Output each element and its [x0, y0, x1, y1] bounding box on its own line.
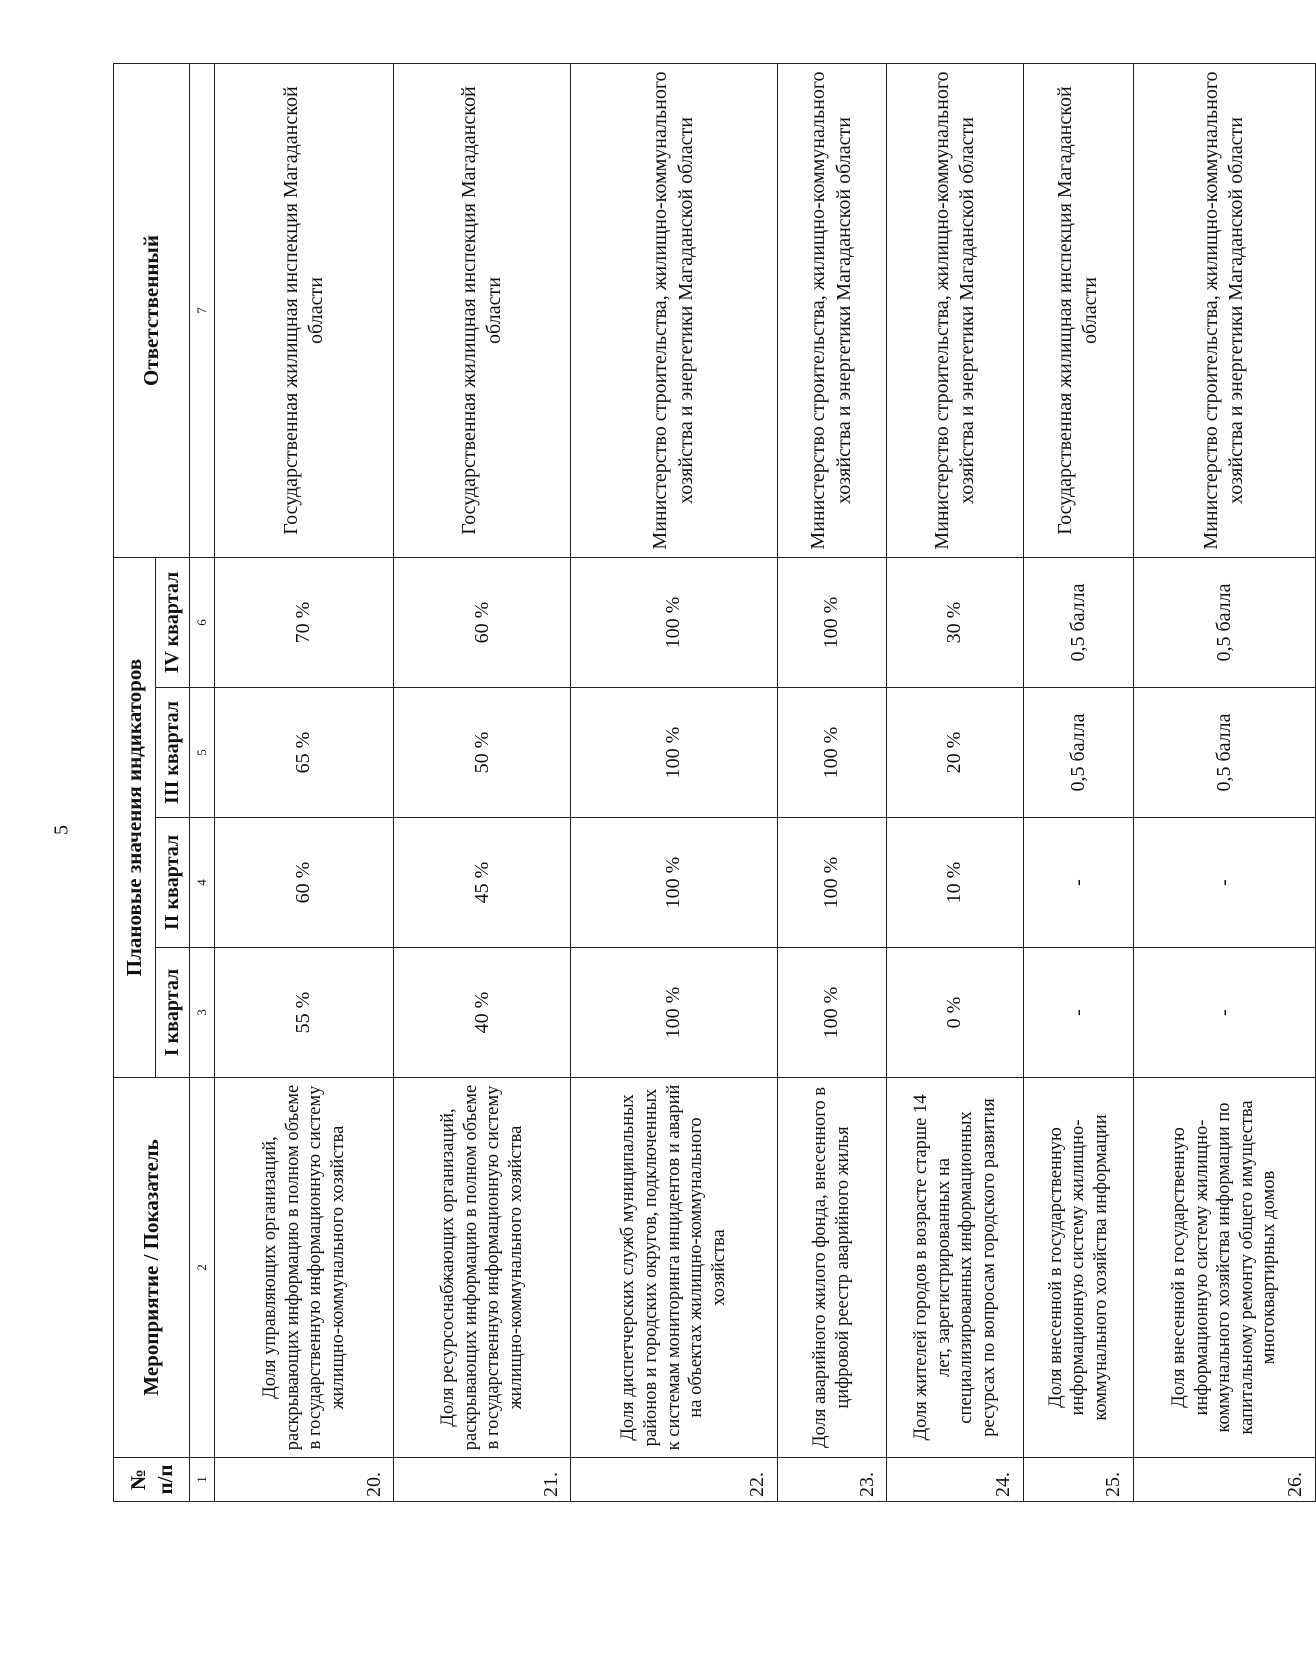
row-number: 25.: [1023, 1458, 1133, 1502]
header-q1: I квартал: [156, 948, 190, 1078]
row-number: 21.: [394, 1458, 571, 1502]
row-number: 20.: [215, 1458, 394, 1502]
col-number: 6: [190, 558, 215, 688]
row-responsible: Министерство строительства, жилищно-коммунального хозяйства и энергетики Магаданской области: [887, 64, 1024, 558]
table-row: [777, 64, 887, 1502]
table-row: [1023, 64, 1133, 1502]
header-num: № п/п: [114, 1458, 190, 1502]
row-q2-value: -: [1023, 818, 1133, 948]
row-q2-value: 45 %: [394, 818, 571, 948]
row-q4-value: 70 %: [215, 558, 394, 688]
header-measure: Мероприятие / Показатель: [114, 1078, 190, 1458]
row-indicator: Доля внесенной в государственную информационную систему жилищно-коммунального хозяйства информации: [1023, 1078, 1133, 1458]
rotated-table-container: [113, 64, 1316, 1502]
row-q2-value: 60 %: [215, 818, 394, 948]
row-q3-value: 65 %: [215, 688, 394, 818]
col-number: 5: [190, 688, 215, 818]
row-q1-value: -: [1023, 948, 1133, 1078]
row-number: 24.: [887, 1458, 1024, 1502]
row-indicator: Доля жителей городов в возрасте старше 14 лет, зарегистрированных на специализированных информационных ресурсах по вопросам городского развития: [887, 1078, 1024, 1458]
row-responsible: Государственная жилищная инспекция Магаданской области: [215, 64, 394, 558]
row-q3-value: 100 %: [571, 688, 777, 818]
row-q3-value: 50 %: [394, 688, 571, 818]
row-responsible: Министерство строительства, жилищно-коммунального хозяйства и энергетики Магаданской области: [777, 64, 887, 558]
row-q1-value: 100 %: [777, 948, 887, 1078]
row-q1-value: 100 %: [571, 948, 777, 1078]
row-q4-value: 100 %: [777, 558, 887, 688]
col-number: 1: [190, 1458, 215, 1502]
column-number-row: [190, 64, 215, 1502]
table-row: [215, 64, 394, 1502]
row-q2-value: 100 %: [777, 818, 887, 948]
col-number: 2: [190, 1078, 215, 1458]
row-indicator: Доля управляющих организаций, раскрывающих информацию в полном объеме в государственную информационную систему жилищно-коммунального хозяйства: [215, 1078, 394, 1458]
table-row: [1133, 64, 1315, 1502]
row-number: 23.: [777, 1458, 887, 1502]
row-q1-value: -: [1133, 948, 1315, 1078]
row-q4-value: 0,5 балла: [1023, 558, 1133, 688]
row-indicator: Доля ресурсоснабжающих организаций, раскрывающих информацию в полном объеме в государственную информационную систему жилищно-коммунального хозяйства: [394, 1078, 571, 1458]
header-q2: II квартал: [156, 818, 190, 948]
header-responsible: Ответственный: [114, 64, 190, 558]
row-responsible: Министерство строительства, жилищно-коммунального хозяйства и энергетики Магаданской области: [1133, 64, 1315, 558]
row-q4-value: 100 %: [571, 558, 777, 688]
col-number: 4: [190, 818, 215, 948]
row-indicator: Доля диспетчерских служб муниципальных районов и городских округов, подключенных к системам мониторинга инцидентов и аварий на объектах жилищно-коммунального хозяйства: [571, 1078, 777, 1458]
table-row: [394, 64, 571, 1502]
row-responsible: Министерство строительства, жилищно-коммунального хозяйства и энергетики Магаданской области: [571, 64, 777, 558]
row-q1-value: 40 %: [394, 948, 571, 1078]
row-q4-value: 0,5 балла: [1133, 558, 1315, 688]
row-q4-value: 60 %: [394, 558, 571, 688]
header-planned: Плановые значения индикаторов: [114, 558, 156, 1078]
row-indicator: Доля внесенной в государственную информационную систему жилищно-коммунального хозяйства информации по капитальному ремонту общего имущества многоквартирных домов: [1133, 1078, 1315, 1458]
indicators-table: [113, 63, 1316, 1502]
row-q1-value: 0 %: [887, 948, 1024, 1078]
row-number: 26.: [1133, 1458, 1315, 1502]
row-q1-value: 55 %: [215, 948, 394, 1078]
header-q4: IV квартал: [156, 558, 190, 688]
row-indicator: Доля аварийного жилого фонда, внесенного в цифровой реестр аварийного жилья: [777, 1078, 887, 1458]
col-number: 7: [190, 64, 215, 558]
header-q3: III квартал: [156, 688, 190, 818]
row-q3-value: 0,5 балла: [1133, 688, 1315, 818]
row-q2-value: 10 %: [887, 818, 1024, 948]
row-q3-value: 20 %: [887, 688, 1024, 818]
row-q4-value: 30 %: [887, 558, 1024, 688]
row-q2-value: -: [1133, 818, 1315, 948]
row-responsible: Государственная жилищная инспекция Магаданской области: [1023, 64, 1133, 558]
table-row: [887, 64, 1024, 1502]
page-number: 5: [50, 825, 73, 835]
row-number: 22.: [571, 1458, 777, 1502]
col-number: 3: [190, 948, 215, 1078]
table-row: [571, 64, 777, 1502]
row-responsible: Государственная жилищная инспекция Магаданской области: [394, 64, 571, 558]
row-q3-value: 0,5 балла: [1023, 688, 1133, 818]
row-q2-value: 100 %: [571, 818, 777, 948]
row-q3-value: 100 %: [777, 688, 887, 818]
